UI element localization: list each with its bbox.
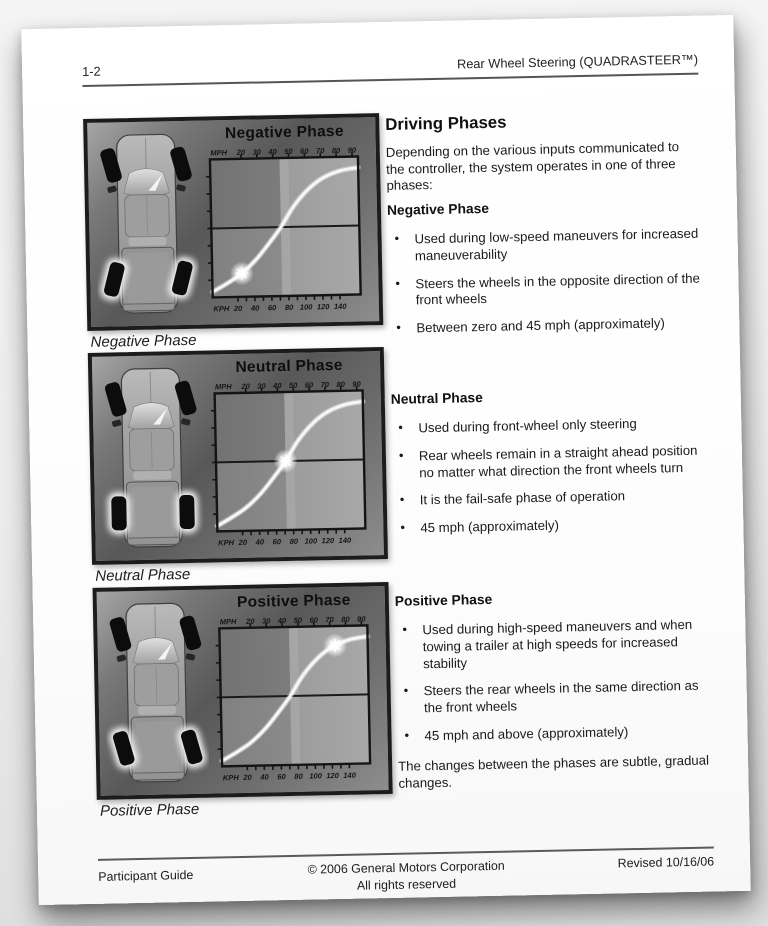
axis-label: 40	[260, 772, 269, 782]
bullet-item	[388, 270, 701, 310]
section-neutral-phase	[391, 385, 706, 549]
axis-label: 50	[293, 615, 303, 625]
graph-wrap	[213, 611, 376, 786]
axis-label: 80	[341, 614, 350, 624]
axis-label: 20	[243, 772, 252, 782]
bullet-item	[393, 487, 705, 510]
bullet-list	[391, 415, 705, 537]
rear-window	[133, 470, 171, 480]
speed-phase-graph	[208, 376, 371, 551]
figure-caption: Neutral Phase	[95, 565, 191, 585]
bullet-text: It is the fail-safe phase of operation	[419, 488, 626, 508]
side-mirror	[116, 654, 126, 662]
bullet-text: 45 mph and above (approximately)	[424, 723, 629, 743]
side-mirror	[112, 419, 122, 427]
text-column	[385, 108, 710, 791]
bullet-text: Used during low-speed maneuvers for increased maneuverability	[414, 226, 699, 264]
axis-label: 40	[273, 381, 282, 391]
bullet-text: Between zero and 45 mph (approximately)	[416, 315, 665, 336]
axis-label: 40	[255, 537, 265, 547]
running-title: Rear Wheel Steering (QUADRASTEER™)	[456, 51, 699, 72]
axis-label: 140	[343, 770, 356, 780]
axis-label: 60	[309, 615, 318, 625]
axis-label: 20	[233, 303, 243, 314]
axis-label: 140	[338, 535, 352, 545]
axis-label: 80	[331, 145, 341, 156]
axis-label: 60	[300, 146, 309, 156]
axis-label: 120	[326, 771, 339, 781]
axis-label: 20	[246, 616, 255, 626]
axis-label: KPH	[213, 304, 230, 314]
bullet-item	[391, 415, 703, 438]
vehicle-top-view	[104, 597, 210, 789]
section-title: Driving Phases	[385, 112, 507, 134]
subsection-heading: Neutral Phase	[390, 390, 483, 407]
axis-label: 90	[347, 145, 357, 155]
axis-label: 20	[236, 147, 246, 157]
vehicle-illustration-wrap	[99, 362, 205, 554]
rear-window	[138, 705, 176, 715]
bullet-text: 45 mph (approximately)	[420, 517, 560, 536]
bullet-item	[387, 226, 700, 266]
bullet-text: Used during high-speed maneuvers and when towing a trailer at high speeds for increased stability	[422, 617, 693, 671]
neutral-phase-panel	[88, 347, 388, 565]
vehicle-illustration-wrap	[104, 597, 210, 789]
section-positive-phase	[395, 587, 710, 756]
graph-title: Negative Phase	[224, 122, 344, 143]
speed-phase-graph	[213, 611, 376, 786]
axis-label: 60	[304, 380, 314, 390]
axis-label: 80	[284, 302, 294, 312]
positive-phase-panel	[93, 582, 393, 800]
axis-label: MPH	[210, 148, 228, 158]
bullet-item	[392, 443, 705, 483]
axis-label: 30	[257, 381, 266, 391]
side-mirror	[176, 184, 186, 192]
copyright-line: © 2006 General Motors Corporation	[307, 858, 505, 877]
axis-label: 60	[272, 537, 282, 547]
figures-column	[83, 113, 379, 820]
section-negative-phase	[387, 196, 702, 349]
driving-phases-intro	[385, 108, 699, 195]
axis-label: 70	[325, 615, 334, 625]
axis-label: 20	[241, 381, 250, 391]
axis-label: MPH	[219, 617, 237, 627]
bullet-text: Steers the wheels in the opposite direction of the front wheels	[415, 270, 701, 308]
vehicle-top-view	[99, 362, 205, 554]
axis-label: 70	[315, 146, 325, 156]
axis-label: 40	[268, 147, 277, 157]
figure-positive-phase	[93, 582, 394, 820]
closing-paragraph: The changes between the phases are subtle, gradual changes.	[397, 752, 710, 791]
figure-caption: Negative Phase	[90, 331, 197, 351]
bullet-text: Rear wheels remain in a straight ahead position no matter what direction the front wheels turn	[418, 442, 698, 480]
axis-label: 100	[304, 536, 318, 546]
bullet-item	[395, 617, 708, 673]
axis-label: KPH	[222, 773, 239, 783]
bullet-list	[387, 226, 701, 337]
page-footer	[98, 853, 715, 893]
axis-label: 60	[277, 772, 286, 782]
axis-label: 70	[320, 380, 330, 390]
axis-label: 80	[294, 771, 303, 781]
axis-label: KPH	[218, 538, 235, 548]
axis-label: 90	[357, 614, 366, 624]
windshield	[123, 168, 170, 197]
axis-label: 100	[309, 771, 322, 781]
axis-label: 120	[321, 536, 335, 546]
figure-negative-phase	[83, 113, 384, 351]
rear-left-wheel	[111, 496, 127, 530]
side-mirror	[107, 185, 117, 193]
side-mirror	[185, 653, 195, 661]
rights-line: All rights reserved	[356, 876, 457, 893]
graph-wrap	[208, 376, 371, 551]
document-page	[21, 15, 750, 905]
graph-title: Positive Phase	[236, 591, 351, 612]
footer-guide-name: Participant Guide	[98, 867, 194, 884]
axis-label: 100	[299, 302, 313, 312]
axis-label: 80	[336, 379, 345, 389]
bullet-item	[389, 315, 701, 338]
footer-revision-date: Revised 10/16/06	[617, 854, 715, 871]
vehicle-top-view	[94, 128, 200, 320]
axis-label: 80	[289, 536, 299, 546]
intro-paragraph: Depending on the various inputs communicated to the controller, the system operates in one of three phases:	[385, 139, 680, 194]
axis-label: 40	[250, 303, 260, 313]
bullet-item	[396, 678, 709, 718]
speed-phase-graph	[204, 142, 367, 317]
figure-neutral-phase	[88, 347, 389, 585]
axis-label: 20	[238, 537, 248, 547]
side-mirror	[181, 418, 191, 426]
bullet-list	[395, 617, 709, 745]
bullet-text: Used during front-wheel only steering	[418, 416, 637, 436]
bullet-item	[393, 514, 705, 537]
axis-label: 120	[316, 302, 330, 312]
axis-label: MPH	[214, 382, 232, 392]
vehicle-illustration-wrap	[94, 128, 200, 320]
negative-phase-panel	[83, 113, 383, 331]
figure-caption: Positive Phase	[99, 800, 200, 820]
axis-label: 90	[352, 379, 361, 389]
axis-label: 60	[267, 303, 277, 313]
subsection-heading: Negative Phase	[386, 200, 490, 218]
subsection-heading: Positive Phase	[394, 591, 493, 609]
axis-label: 50	[284, 146, 293, 156]
windshield	[133, 637, 180, 666]
axis-label: 140	[333, 301, 347, 312]
graph-wrap	[204, 142, 367, 317]
axis-label: 30	[261, 616, 271, 626]
windshield	[128, 402, 175, 431]
graph-title: Neutral Phase	[235, 356, 343, 377]
axis-label: 30	[252, 147, 261, 157]
rear-window	[128, 236, 166, 246]
rear-right-wheel	[179, 495, 195, 529]
axis-label: 50	[288, 380, 298, 390]
bullet-item	[397, 722, 709, 745]
axis-label: 40	[277, 616, 287, 626]
bullet-text: Steers the rear wheels in the same direction as the front wheels	[423, 678, 699, 716]
page-number: 1-2	[81, 63, 101, 80]
